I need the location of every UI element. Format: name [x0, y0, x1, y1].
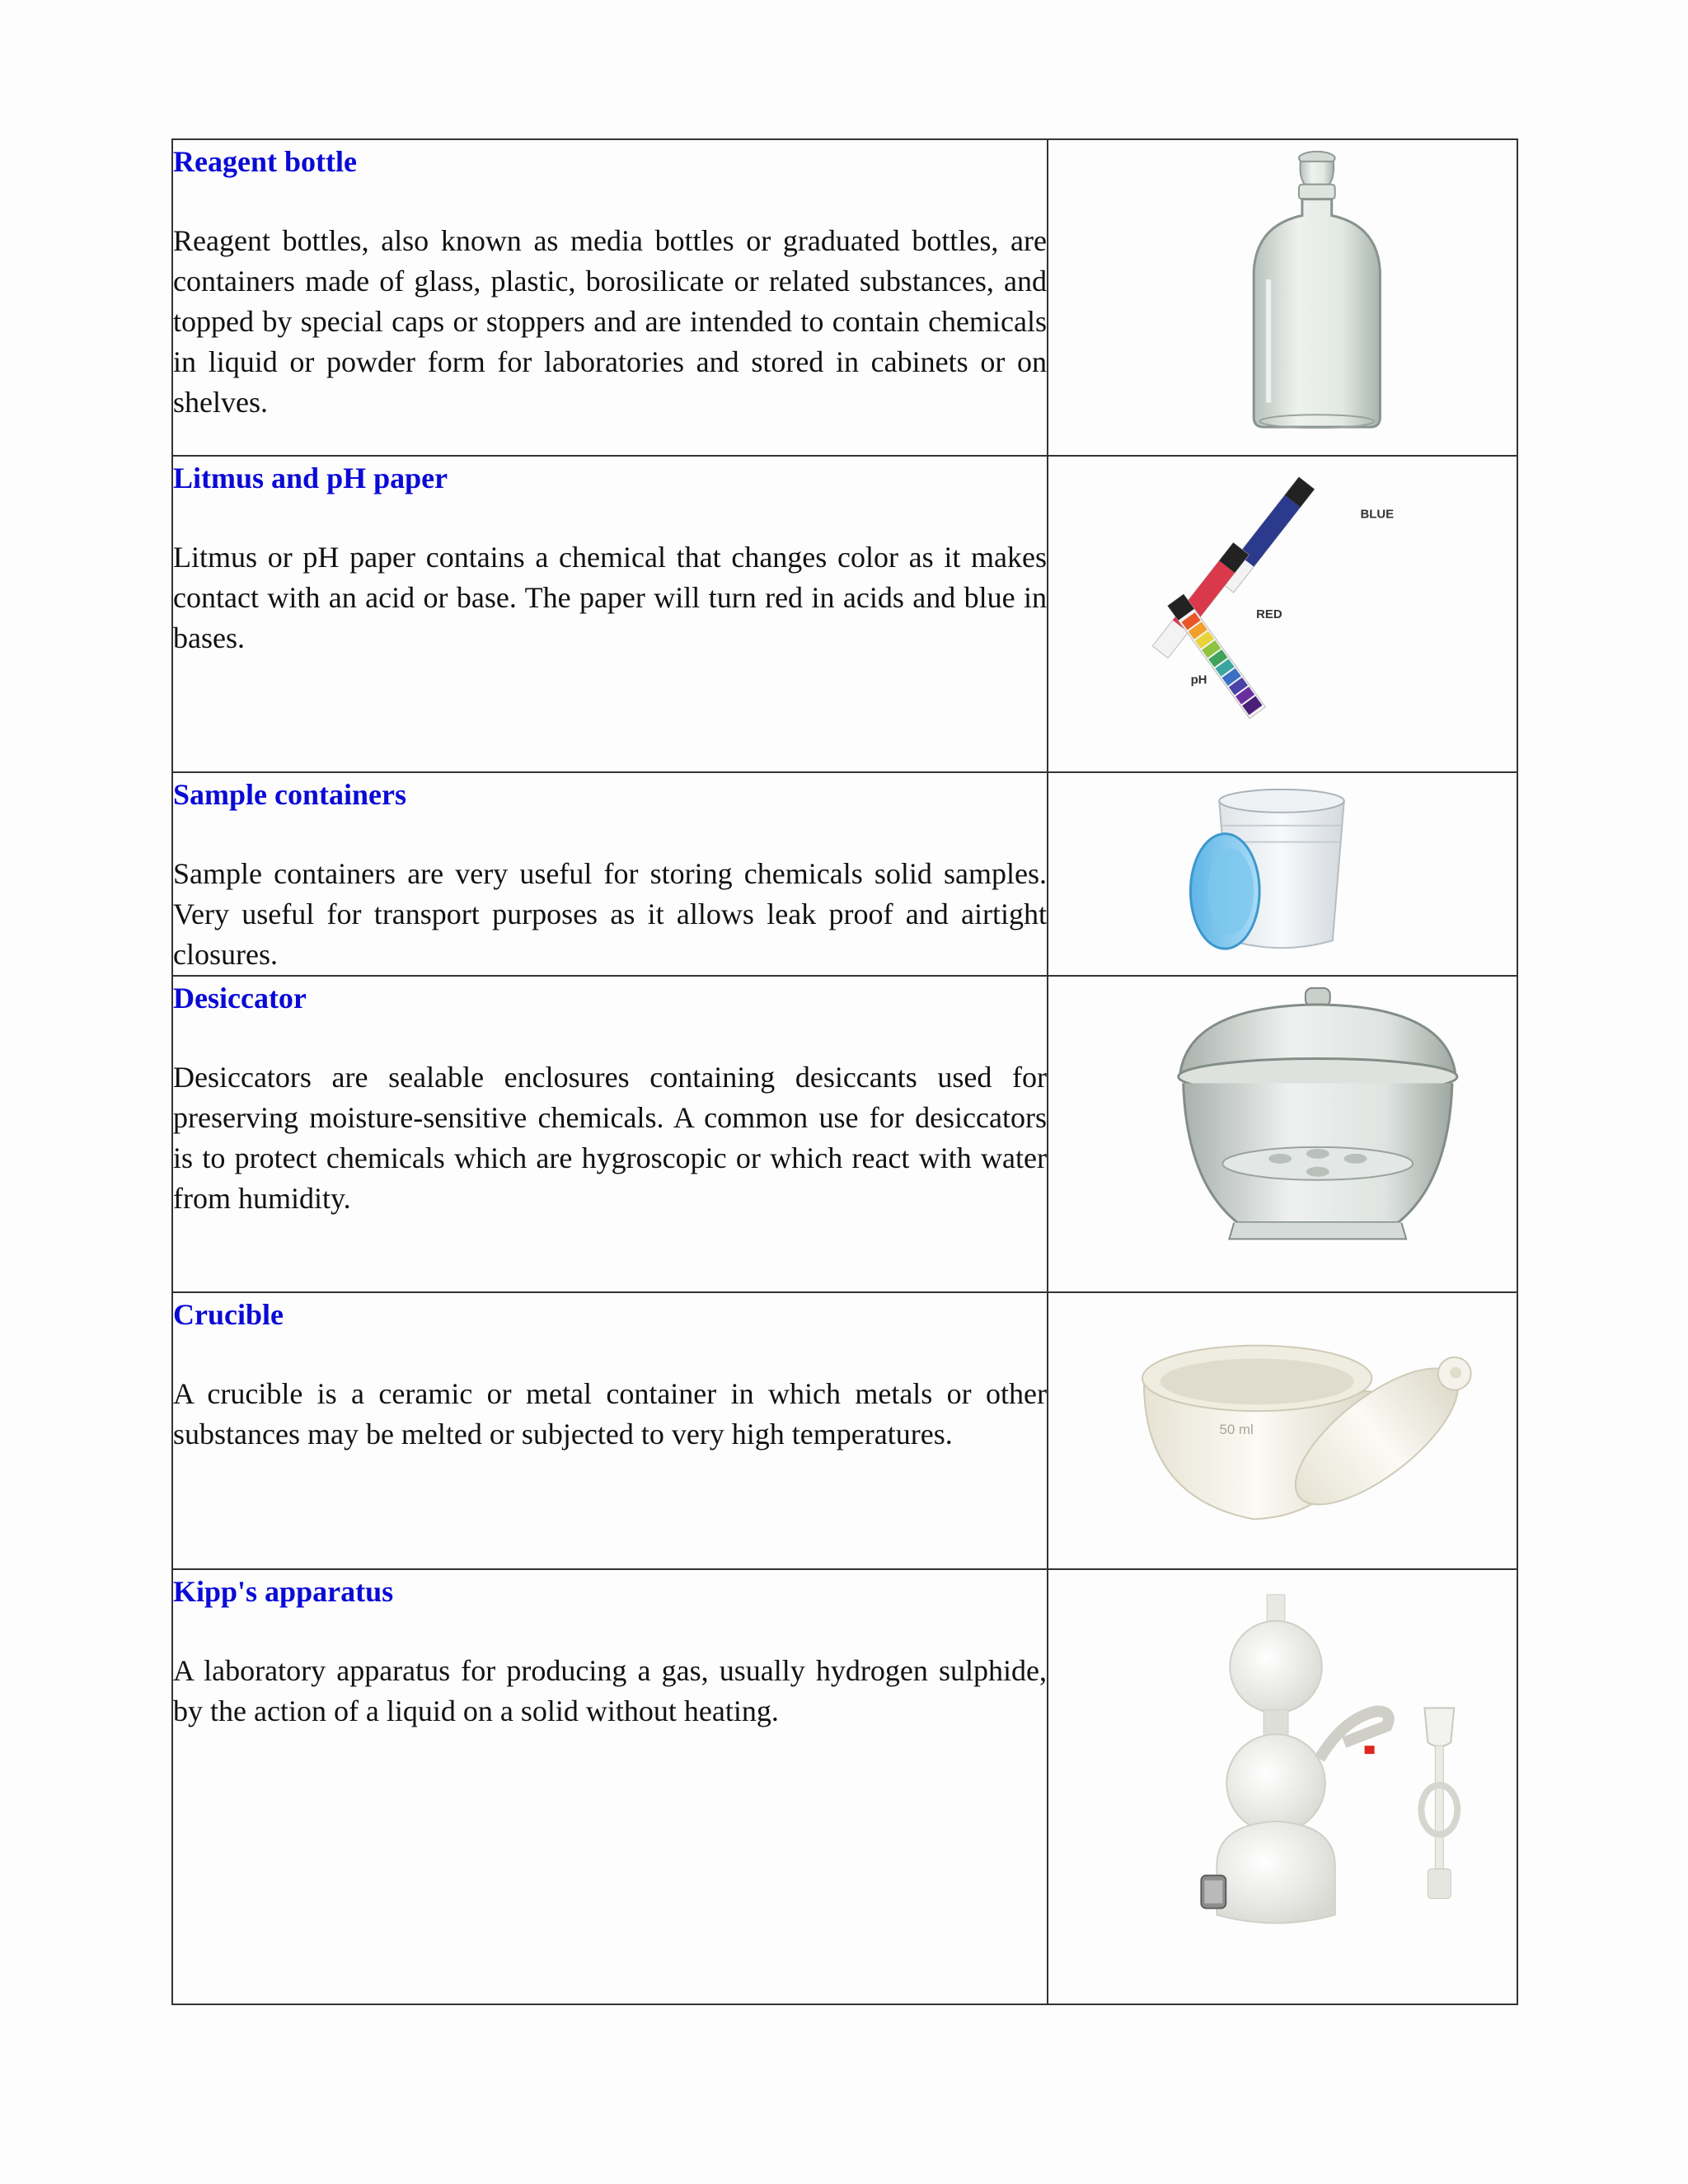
- text-cell: [172, 976, 1048, 1292]
- text-cell: [172, 772, 1048, 976]
- item-description: Sample containers are very useful for storing chemicals solid samples. Very useful for transport purposes as it allows leak proof and airtight closures.: [173, 857, 1047, 971]
- text-cell: [172, 139, 1048, 456]
- litmus-paper-image: [1048, 457, 1517, 771]
- image-cell: [1048, 1569, 1517, 2004]
- item-description: A crucible is a ceramic or metal container in which metals or other substances may be melted or subjected to very high temperatures.: [173, 1377, 1047, 1451]
- table-row: [172, 1292, 1517, 1569]
- item-description: Reagent bottles, also known as media bottles or graduated bottles, are containers made of glass, plastic, borosilicate or related substances, and topped by special caps or stoppers and are intended to contain chemicals in liquid or powder form for laboratories and stored in cabinets or on shelves.: [173, 224, 1047, 419]
- image-cell: [1048, 456, 1517, 772]
- ph-label: pH: [1190, 673, 1207, 687]
- image-cell: [1048, 139, 1517, 456]
- image-cell: [1048, 772, 1517, 976]
- text-cell: [172, 1569, 1048, 2004]
- item-title: Desiccator: [173, 982, 307, 1015]
- item-title: Sample containers: [173, 778, 406, 811]
- item-title: Kipp's apparatus: [173, 1575, 394, 1608]
- reagent-bottle-image: [1048, 140, 1517, 455]
- sample-container-image: [1048, 773, 1517, 975]
- red-label: RED: [1256, 607, 1282, 621]
- item-description: A laboratory apparatus for producing a gas, usually hydrogen sulphide, by the action of a liquid on a solid without heating.: [173, 1654, 1047, 1727]
- image-cell: [1048, 1292, 1517, 1569]
- kipps-apparatus-image: [1048, 1570, 1517, 2004]
- volume-label: 50 ml: [1219, 1421, 1254, 1437]
- item-title: Reagent bottle: [173, 145, 357, 178]
- image-cell: [1048, 976, 1517, 1292]
- item-description: Litmus or pH paper contains a chemical that changes color as it makes contact with an acid or base. The paper will turn red in acids and blue in bases.: [173, 541, 1047, 654]
- apparatus-table: [171, 138, 1518, 2005]
- table-row: [172, 139, 1517, 456]
- table-row: [172, 772, 1517, 976]
- text-cell: [172, 1292, 1048, 1569]
- crucible-image: [1048, 1293, 1517, 1568]
- item-title: Crucible: [173, 1298, 284, 1331]
- table-row: [172, 976, 1517, 1292]
- text-cell: [172, 456, 1048, 772]
- table-row: [172, 456, 1517, 772]
- table-row: [172, 1569, 1517, 2004]
- blue-label: BLUE: [1360, 507, 1395, 522]
- desiccator-image: [1048, 977, 1517, 1291]
- item-title: Litmus and pH paper: [173, 462, 448, 494]
- item-description: Desiccators are sealable enclosures containing desiccants used for preserving moisture-sensitive chemicals. A common use for desiccators is to protect chemicals which are hygroscopic or which react with water from humidity.: [173, 1061, 1047, 1215]
